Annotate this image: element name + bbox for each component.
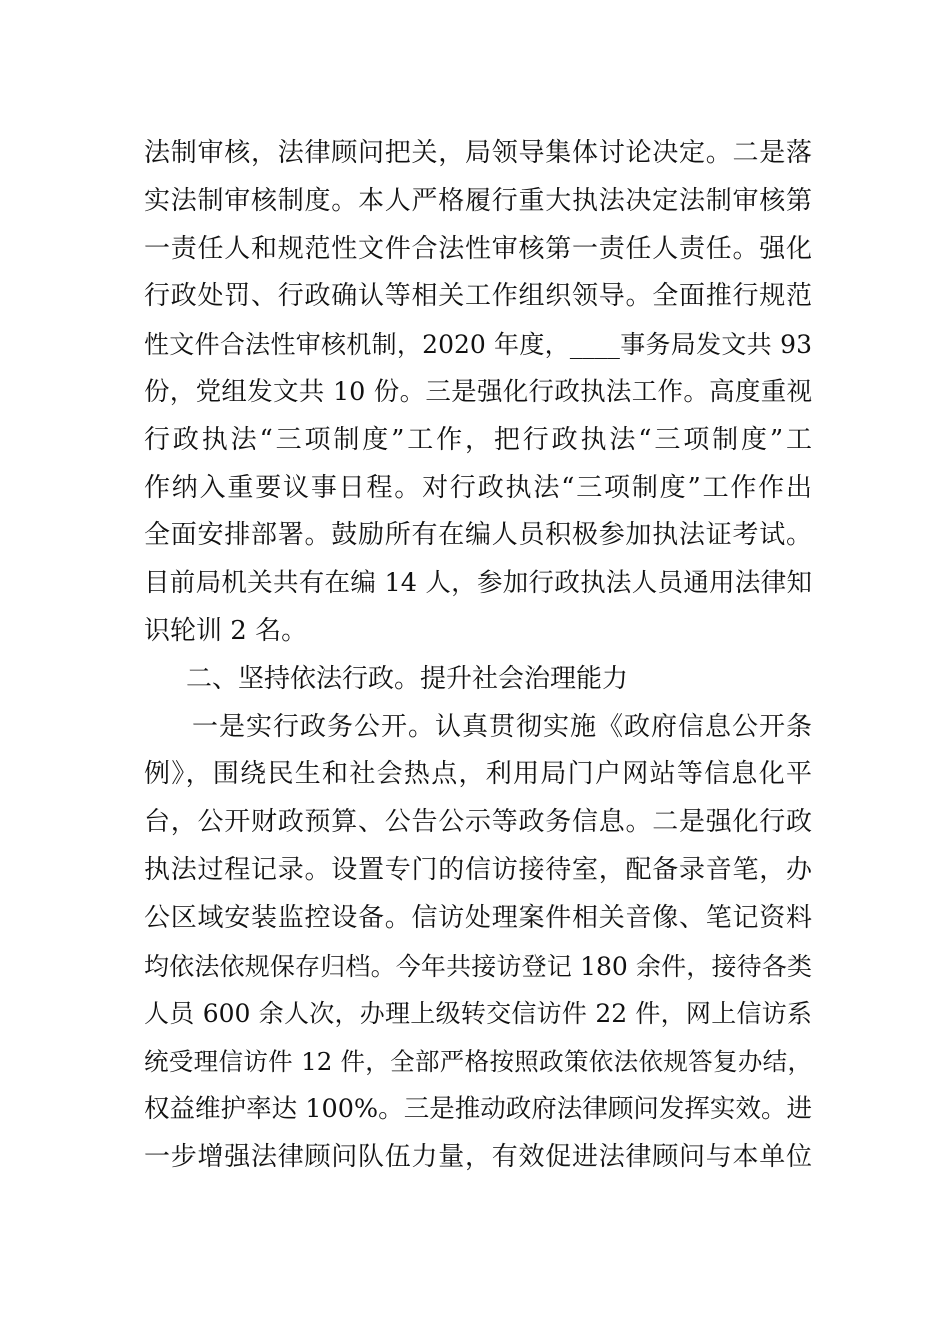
text-line: 识轮训 2 名。 [144,615,308,646]
text-line: 一责任人和规范性文件合法性审核第一责任人责任。强化 [144,233,812,264]
text-line: 均依法依规保存归档。今年共接访登记 180 余件，接待各类 [144,951,812,981]
text-line: 实法制审核制度。本人严格履行重大执法决定法制审核第 [144,185,812,216]
text-line: 人员 600 余人次，办理上级转交信访件 22 件，网上信访系 [144,999,812,1029]
text-line: 行政执法“三项制度”工作，把行政执法“三项制度”工 [144,424,812,455]
text-line: 例》，围绕民生和社会热点，利用局门户网站等信息化平 [144,759,812,790]
text-line: 台，公开财政预算、公告公示等政务信息。二是强化行政 [144,807,812,838]
text-line: 执法过程记录。设置专门的信访接待室，配备录音笔，办 [144,854,812,885]
document-body [144,130,812,1182]
text-line: 一步增强法律顾问队伍力量，有效促进法律顾问与本单位 [144,1141,812,1172]
text-line: 性文件合法性审核机制，2020 年度，____事务局发文共 93 [144,330,812,360]
text-line: 份，党组发文共 10 份。三是强化行政执法工作。高度重视 [144,376,812,407]
text-line: 全面安排部署。鼓励所有在编人员积极参加执法证考试。 [144,520,812,551]
text-line: 法制审核，法律顾问把关，局领导集体讨论决定。二是落 [144,138,812,168]
text-line: 一是实行政务公开。认真贯彻实施《政府信息公开条 [192,711,812,742]
section-heading: 二、坚持依法行政。提升社会治理能力 [186,663,629,694]
text-line: 行政处罚、行政确认等相关工作组织领导。全面推行规范 [144,281,812,312]
text-line: 作纳入重要议事日程。对行政执法“三项制度”工作作出 [144,472,812,503]
text-line: 公区域安装监控设备。信访处理案件相关音像、笔记资料 [144,902,812,933]
text-line: 目前局机关共有在编 14 人，参加行政执法人员通用法律知 [144,568,812,599]
text-line: 统受理信访件 12 件，全部严格按照政策依法依规答复办结， [144,1047,812,1077]
text-line: 权益维护率达 100%。三是推动政府法律顾问发挥实效。进 [144,1093,812,1124]
